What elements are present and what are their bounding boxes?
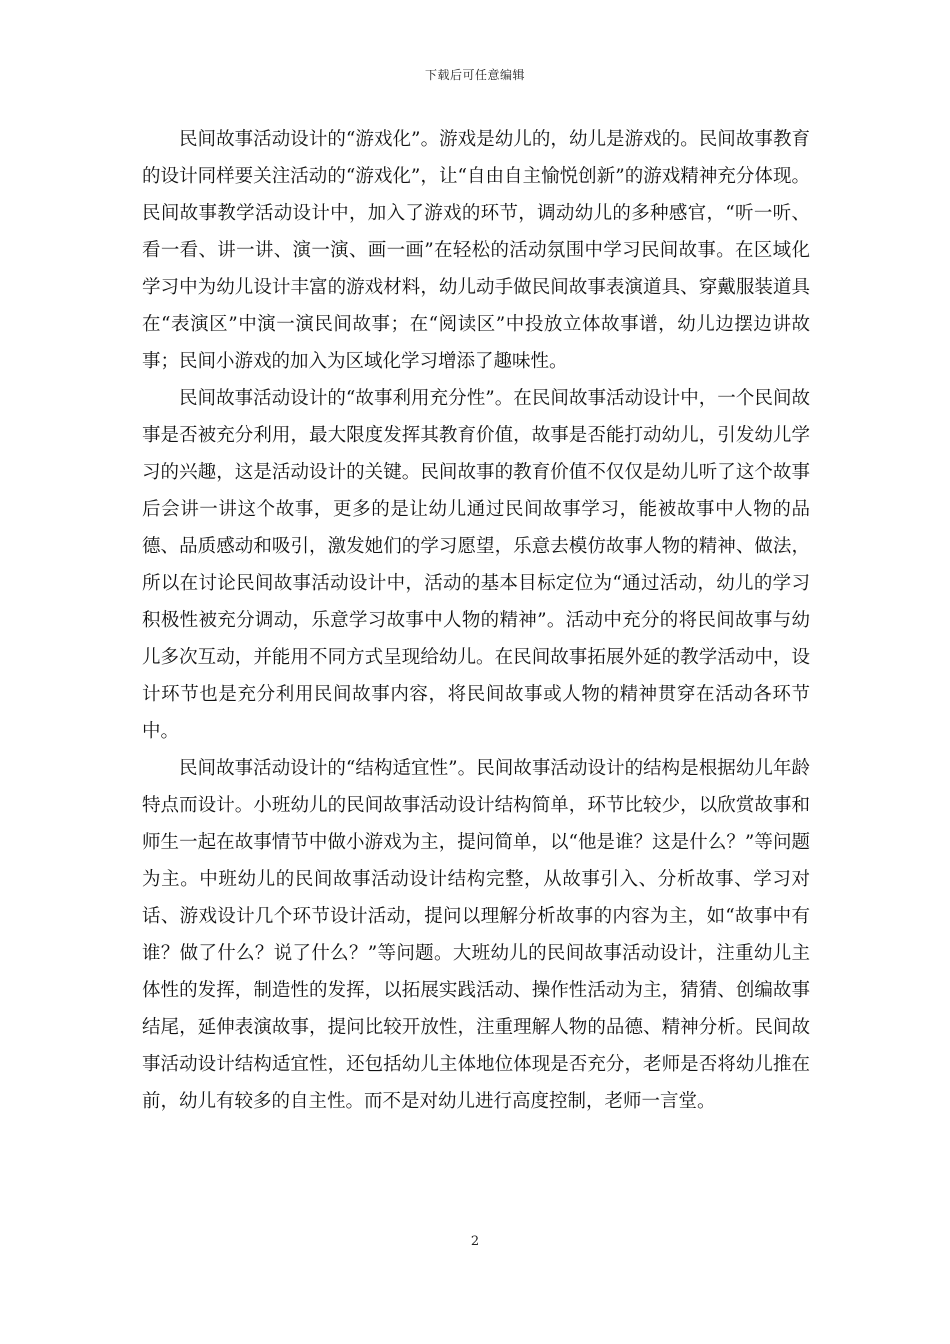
paragraph-story-utilization: 民间故事活动设计的“故事利用充分性”。在民间故事活动设计中，一个民间故事是否被充分利用，最大限度发挥其教育价值，故事是否能打动幼儿，引发幼儿学习的兴趣，这是活动设计的关键。民间故事的教育价值不仅仅是幼儿听了这个故事后会讲一讲这个故事，更多的是让幼儿通过民间故事学习，能被故事中人物的品德、品质感动和吸引，激发她们的学习愿望，乐意去模仿故事人物的精神、做法，所以在讨论民间故事活动设计中，活动的基本目标定位为“通过活动，幼儿的学习积极性被充分调动，乐意学习故事中人物的精神”。活动中充分的将民间故事与幼儿多次互动，并能用不同方式呈现给幼儿。在民间故事拓展外延的教学活动中，设计环节也是充分利用民间故事内容，将民间故事或人物的精神贯穿在活动各环节中。 <box>142 388 810 742</box>
page-number: 2 <box>470 1234 480 1249</box>
page-header: 下载后可任意编辑 <box>424 68 525 82</box>
body-text <box>142 121 810 1120</box>
paragraph-gamification: 民间故事活动设计的“游戏化”。游戏是幼儿的，幼儿是游戏的。民间故事教育的设计同样要关注活动的“游戏化”，让“自由自主愉悦创新”的游戏精神充分体现。民间故事教学活动设计中，加入了游戏的环节，调动幼儿的多种感官，“听一听、看一看、讲一讲、演一演、画一画”在轻松的活动氛围中学习民间故事。在区域化学习中为幼儿设计丰富的游戏材料，幼儿动手做民间故事表演道具、穿戴服装道具在“表演区”中演一演民间故事；在“阅读区”中投放立体故事谱，幼儿边摆边讲故事；民间小游戏的加入为区域化学习增添了趣味性。 <box>142 129 810 372</box>
paragraph-structure-suitability: 民间故事活动设计的“结构适宜性”。民间故事活动设计的结构是根据幼儿年龄特点而设计。小班幼儿的民间故事活动设计结构简单，环节比较少，以欣赏故事和师生一起在故事情节中做小游戏为主，提问简单，以“他是谁？这是什么？”等问题为主。中班幼儿的民间故事活动设计结构完整，从故事引入、分析故事、学习对话、游戏设计几个环节设计活动，提问以理解分析故事的内容为主，如“故事中有谁？做了什么？说了什么？”等问题。大班幼儿的民间故事活动设计，注重幼儿主体性的发挥，制造性的发挥，以拓展实践活动、操作性活动为主，猜猜、创编故事结尾，延伸表演故事，提问比较开放性，注重理解人物的品德、精神分析。民间故事活动设计结构适宜性，还包括幼儿主体地位体现是否充分，老师是否将幼儿推在前，幼儿有较多的自主性。而不是对幼儿进行高度控制，老师一言堂。 <box>142 758 810 1112</box>
